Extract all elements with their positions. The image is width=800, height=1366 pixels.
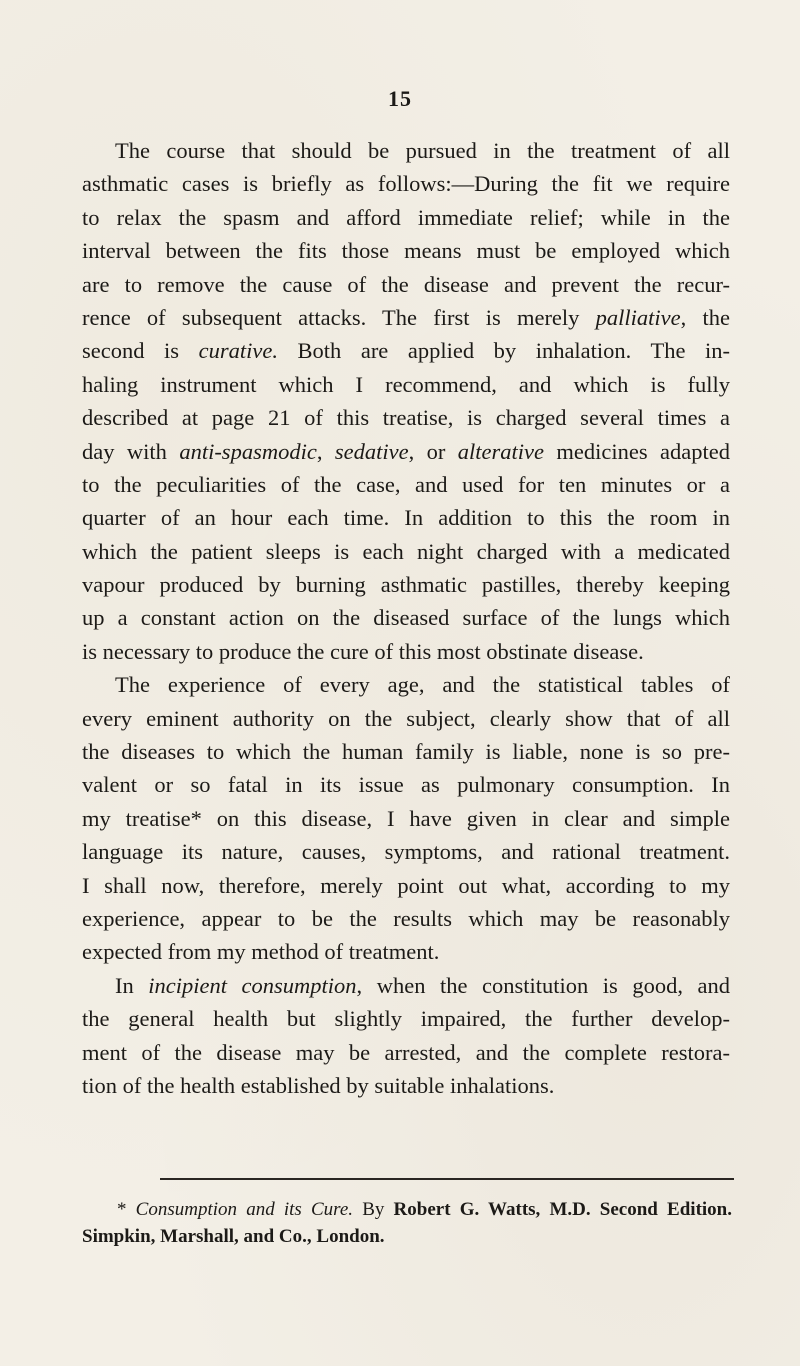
- footnote-marker: *: [117, 1199, 127, 1220]
- text-fragment: day with: [82, 438, 180, 464]
- emphasis-curative: curative.: [198, 338, 278, 364]
- text-line: vapour produced by burning asthmatic pastilles, thereby keeping: [82, 572, 730, 598]
- text-line: haling instrument which I recommend, and which is fully: [82, 371, 730, 397]
- text-line: asthmatic cases is briefly as follows:—During the fit we require: [82, 171, 730, 197]
- footnote-author: Robert G. Watts, M.D.: [393, 1199, 591, 1220]
- text-fragment: ,: [316, 438, 335, 464]
- emphasis-incipient-consumption: incipient consumption: [148, 972, 357, 998]
- text-line: to the peculiarities of the case, and used for ten minutes or a: [82, 471, 730, 497]
- text-line: expected from my method of treatment.: [82, 939, 440, 965]
- text-line: the general health but slightly impaired, the further develop-: [82, 1006, 730, 1032]
- footnote-publisher: Simpkin, Marshall, and Co., London.: [82, 1226, 385, 1247]
- emphasis-sedative: sedative: [334, 438, 409, 464]
- text-fragment: medicines adapted: [544, 438, 730, 464]
- text-fragment: , the: [680, 304, 730, 330]
- text-line: valent or so fatal in its issue as pulmonary consumption. In: [82, 772, 730, 798]
- text-line: described at page 21 of this treatise, is charged several times a: [82, 405, 730, 431]
- text-line: interval between the fits those means must be employed which: [82, 238, 730, 264]
- text-line: every eminent authority on the subject, clearly show that of all: [82, 705, 730, 731]
- text-fragment: In: [115, 972, 149, 998]
- text-line: I shall now, therefore, merely point out what, according to my: [82, 872, 730, 898]
- text-line: language its nature, causes, symptoms, and rational treatment.: [82, 839, 730, 865]
- emphasis-anti-spasmodic: anti-spasmodic: [179, 438, 317, 464]
- emphasis-alterative: alterative: [457, 438, 544, 464]
- text-line: the diseases to which the human family is liable, none is so pre-: [82, 739, 730, 765]
- text-line: to relax the spasm and afford immediate relief; while in the: [82, 204, 730, 230]
- text-fragment: , or: [408, 438, 458, 464]
- text-line: [82, 334, 730, 367]
- text-line: [82, 969, 730, 1002]
- text-line: [82, 301, 730, 334]
- text-line: quarter of an hour each time. In addition to this the room in: [82, 505, 730, 531]
- footnote-title: Consumption and its Cure.: [135, 1199, 354, 1220]
- text-fragment: second is: [82, 338, 199, 364]
- text-line: up a constant action on the diseased surface of the lungs which: [82, 605, 730, 631]
- page-number: 15: [388, 86, 412, 111]
- footnote-by: By: [353, 1199, 394, 1220]
- text-line: The experience of every age, and the statistical tables of: [115, 672, 730, 698]
- text-fragment: Both are applied by inhalation. The in-: [277, 338, 730, 364]
- footnote-edition: Second Edition.: [590, 1199, 732, 1220]
- text-line: [82, 435, 730, 468]
- text-line: are to remove the cause of the disease and prevent the recur-: [82, 271, 730, 297]
- text-line: The course that should be pursued in the treatment of all: [115, 138, 730, 163]
- text-line: tion of the health established by suitable inhalations.: [82, 1072, 555, 1098]
- text-fragment: , when the constitution is good, and: [356, 972, 730, 998]
- footnote-line: [82, 1196, 732, 1223]
- text-line: my treatise* on this disease, I have given in clear and simple: [82, 805, 730, 831]
- text-line: which the patient sleeps is each night charged with a medicated: [82, 538, 730, 564]
- text-line: ment of the disease may be arrested, and the complete restora-: [82, 1039, 730, 1065]
- footnote: [82, 1196, 732, 1250]
- emphasis-palliative: palliative: [595, 304, 681, 330]
- text-line: is necessary to produce the cure of this most obstinate disease.: [82, 638, 644, 664]
- text-fragment: rence of subsequent attacks. The first is merely: [82, 304, 596, 330]
- text-line: experience, appear to be the results which may be reasonably: [82, 905, 730, 931]
- body-text: [82, 134, 730, 1102]
- footnote-divider: [160, 1178, 734, 1180]
